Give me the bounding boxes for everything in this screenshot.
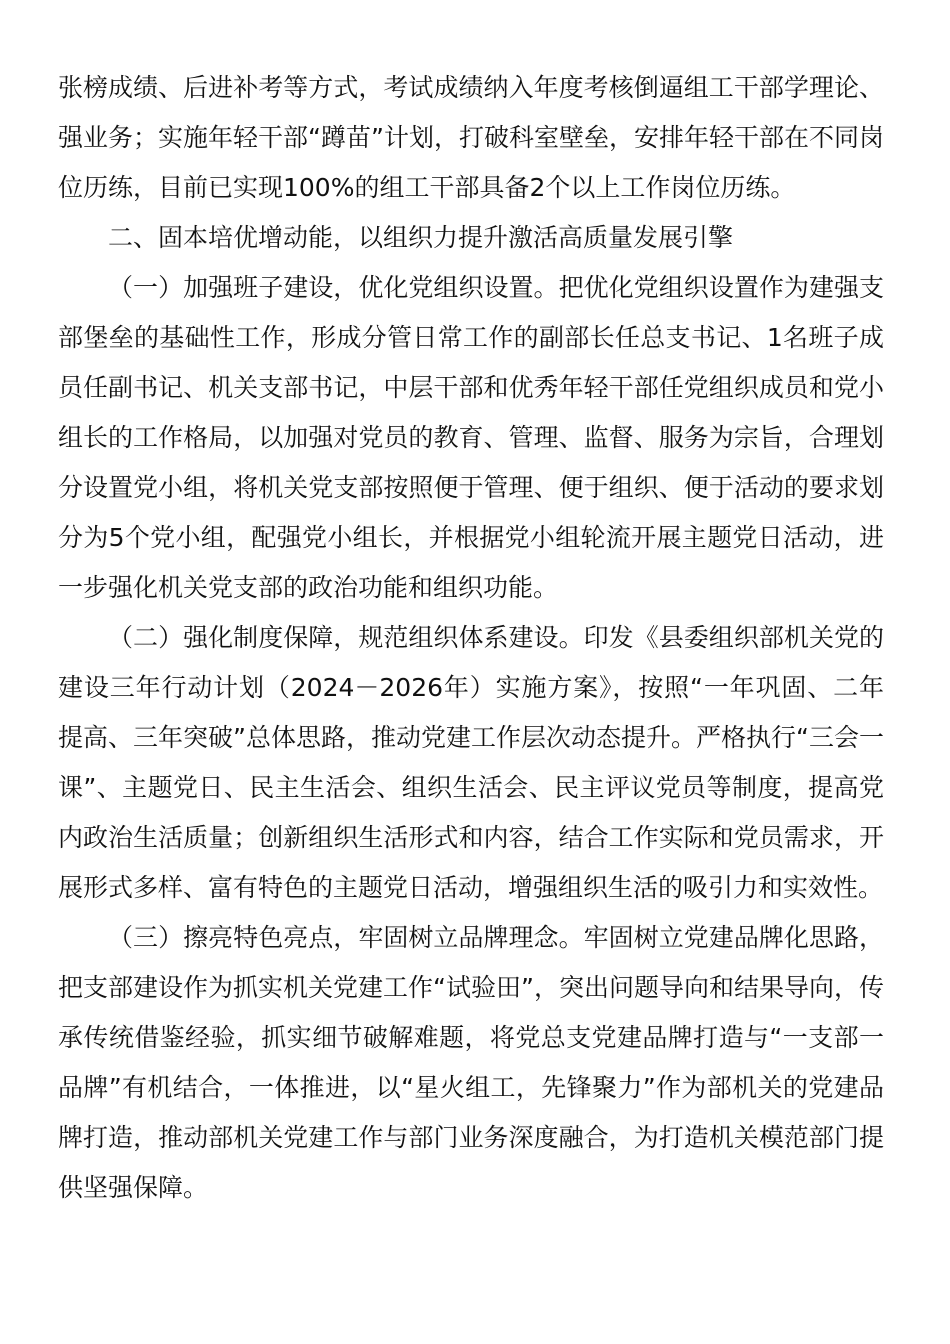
- paragraph-subsection-1: （一）加强班子建设，优化党组织设置。把优化党组织设置作为建强支部堡垒的基础性工作，形成分管日常工作的副部长任总支书记、1名班子成员任副书记、机关支部书记，中层干部和优秀年轻干部任党组织成员和党小组长的工作格局，以加强对党员的教育、管理、监督、服务为宗旨，合理划分设置党小组，将机关党支部按照便于管理、便于组织、便于活动的要求划分为5个党小组，配强党小组长，并根据党小组轮流开展主题党日活动，进一步强化机关党支部的政治功能和组织功能。: [58, 273, 884, 602]
- paragraph-continuation: 张榜成绩、后进补考等方式，考试成绩纳入年度考核倒逼组工干部学理论、强业务；实施年轻干部“蹲苗”计划，打破科室壁垒，安排年轻干部在不同岗位历练，目前已实现100%的组工干部具备2个以上工作岗位历练。: [58, 73, 884, 202]
- section-heading: 二、固本培优增动能，以组织力提升激活高质量发展引擎: [108, 223, 734, 252]
- paragraph-subsection-2: （二）强化制度保障，规范组织体系建设。印发《县委组织部机关党的建设三年行动计划（2024－2026年）实施方案》，按照“一年巩固、二年提高、三年突破”总体思路，推动党建工作层次动态提升。严格执行“三会一课”、主题党日、民主生活会、组织生活会、民主评议党员等制度，提高党内政治生活质量；创新组织生活形式和内容，结合工作实际和党员需求，开展形式多样、富有特色的主题党日活动，增强组织生活的吸引力和实效性。: [58, 623, 884, 902]
- document-body: [58, 63, 884, 1213]
- paragraph-subsection-3: （三）擦亮特色亮点，牢固树立品牌理念。牢固树立党建品牌化思路，把支部建设作为抓实机关党建工作“试验田”，突出问题导向和结果导向，传承传统借鉴经验，抓实细节破解难题，将党总支党建品牌打造与“一支部一品牌”有机结合，一体推进，以“星火组工，先锋聚力”作为部机关的党建品牌打造，推动部机关党建工作与部门业务深度融合，为打造机关模范部门提供坚强保障。: [58, 923, 884, 1202]
